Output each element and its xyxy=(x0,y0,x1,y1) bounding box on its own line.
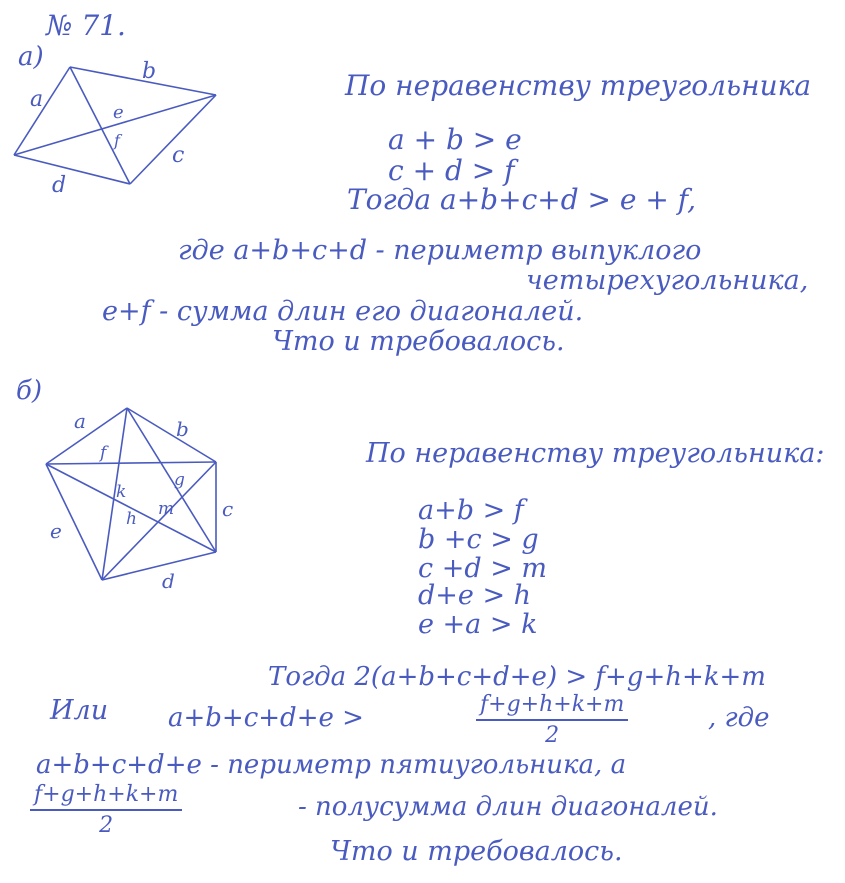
label-diagonal-k: k xyxy=(116,482,127,502)
part-a-label: а) xyxy=(18,42,44,72)
fraction-denominator: 2 xyxy=(545,723,560,748)
diagonal-g xyxy=(127,408,216,552)
diagonal-f xyxy=(70,67,130,184)
fraction-numerator: f+g+h+k+m xyxy=(30,782,182,811)
part-b-line-1: По неравенству треугольника: xyxy=(366,438,825,469)
side-d xyxy=(102,552,216,580)
part-b-line-2: a+b > f xyxy=(418,495,524,526)
part-a-line-6: четырехугольника, xyxy=(526,265,809,296)
part-b-line-9: a+b+c+d+e - периметр пятиугольника, а xyxy=(36,750,627,780)
pentagon-figure xyxy=(20,400,250,600)
label-diagonal-f: f xyxy=(100,443,107,463)
part-b-line-3: b +c > g xyxy=(418,524,539,555)
problem-number: № 71. xyxy=(46,9,126,42)
side-b xyxy=(127,408,216,462)
part-a-line-8: Что и требовалось. xyxy=(272,326,565,357)
fraction-numerator: f+g+h+k+m xyxy=(476,692,628,721)
side-a xyxy=(46,408,127,464)
fraction-denominator: 2 xyxy=(99,813,114,838)
half-sum-fraction xyxy=(30,782,182,838)
label-side-b: b xyxy=(142,59,157,84)
part-b-line-6: e +a > k xyxy=(418,609,538,640)
part-a-line-2: a + b > e xyxy=(388,123,522,156)
label-side-a: a xyxy=(74,409,86,433)
part-a-line-7: e+f - сумма длин его диагоналей. xyxy=(102,296,584,327)
part-a-line-4: Тогда a+b+c+d > e + f, xyxy=(347,183,696,216)
label-side-c: c xyxy=(172,143,185,168)
part-b-or: Или xyxy=(50,695,109,726)
part-b-label: б) xyxy=(16,376,43,406)
label-diagonal-h: h xyxy=(126,509,137,529)
part-b-line-7: Тогда 2(a+b+c+d+e) > f+g+h+k+m xyxy=(268,662,766,692)
part-b-line-11: Что и требовалось. xyxy=(330,836,623,867)
part-a-line-1: По неравенству треугольника xyxy=(345,69,812,102)
label-diagonal-e: e xyxy=(113,102,124,123)
diagonal-sum-fraction xyxy=(476,692,628,748)
part-b-line-10: - полусумма длин диагоналей. xyxy=(298,792,718,822)
label-side-d: d xyxy=(162,569,175,593)
part-a-line-3: c + d > f xyxy=(388,154,515,187)
part-b-line-5: d+e > h xyxy=(418,580,532,611)
label-side-a: a xyxy=(30,87,44,112)
part-b-where: , где xyxy=(708,703,770,733)
diagonal-f xyxy=(46,462,216,464)
label-diagonal-g: g xyxy=(174,470,185,490)
quadrilateral-figure xyxy=(0,50,240,230)
label-side-c: c xyxy=(222,497,234,521)
part-b-line-8: a+b+c+d+e > xyxy=(168,703,364,733)
label-side-e: e xyxy=(50,519,62,543)
label-side-b: b xyxy=(176,417,189,441)
diagonal-m xyxy=(102,462,216,580)
part-b-line-4: c +d > m xyxy=(418,553,548,584)
diagonal-h xyxy=(46,464,216,552)
label-diagonal-m: m xyxy=(158,499,175,519)
label-diagonal-f: f xyxy=(114,131,120,150)
side-d xyxy=(14,155,130,184)
label-side-d: d xyxy=(52,173,67,198)
part-a-line-5: где a+b+c+d - периметр выпуклого xyxy=(178,235,702,266)
